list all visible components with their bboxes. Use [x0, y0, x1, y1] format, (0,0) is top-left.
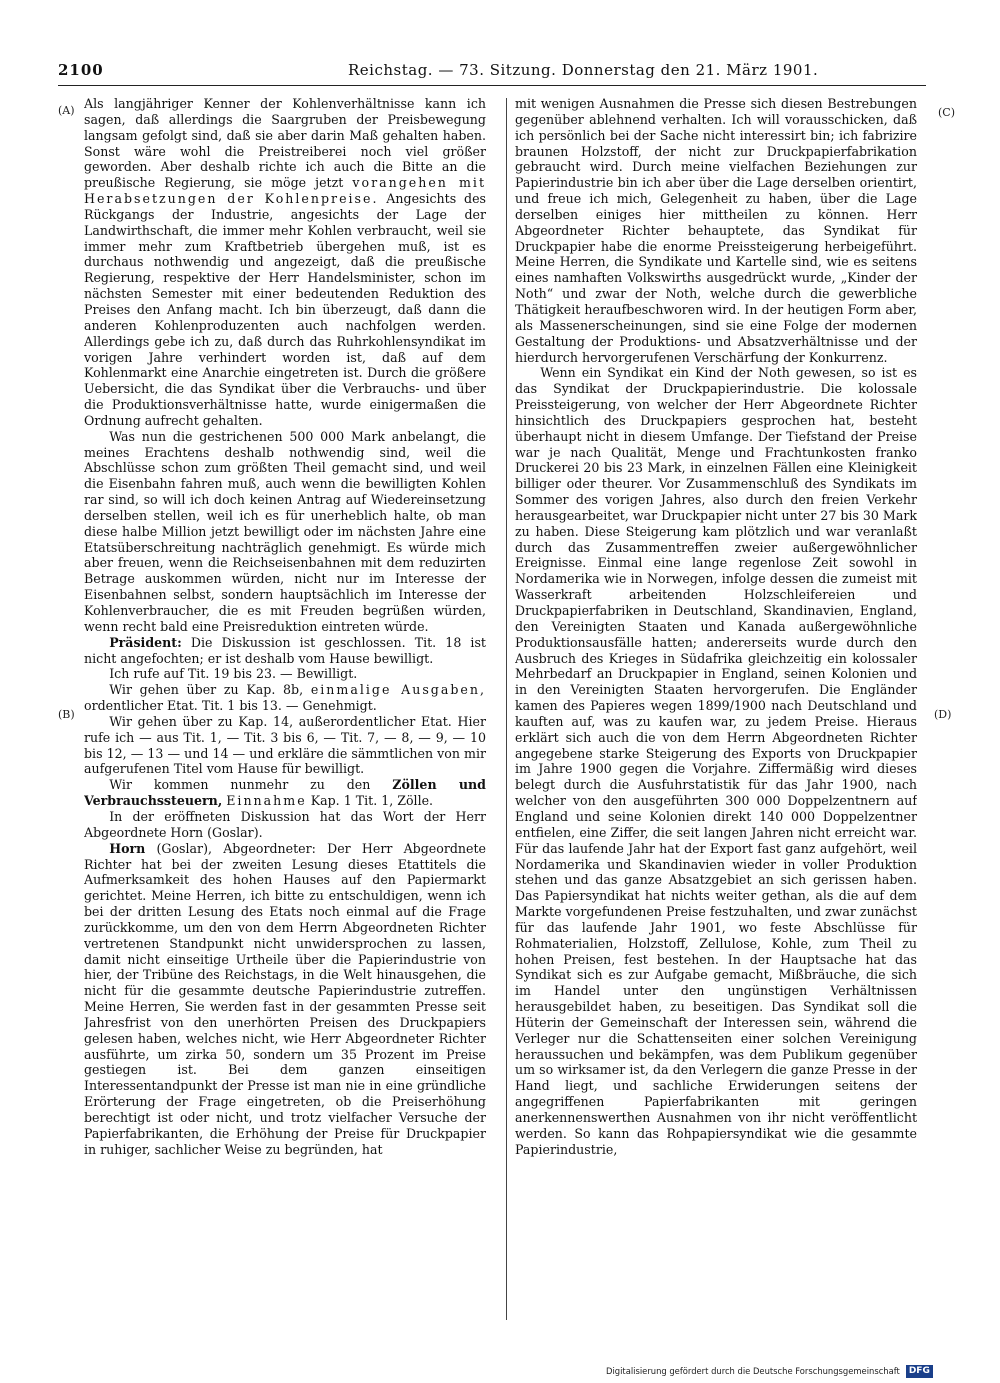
footer-text: Digitalisierung gefördert durch die Deutsche Forschungsgemeinschaft — [606, 1366, 900, 1376]
paragraph: Ich rufe auf Tit. 19 bis 23. — Bewilligt. — [109, 666, 358, 682]
paragraph: mit wenigen Ausnahmen die Presse sich diesen Bestrebungen gegenüber ablehnend verhalten. Ich will vorausschicken, daß ich persönlich bei der Sache nicht interessirt bin; ich fabrizire braunen Holzstoff, der nicht zur Druckpapierfabrikation gebraucht wird. Durch meine vielfachen Beziehungen zur Papierindustrie bin ich aber über die Lage derselben orientirt, und freue ich mich, Gelegenheit zu haben, über die Lage derselben einiges hier mittheilen zu können. Herr Abgeordneter Richter behauptete, das Syndikat für Druckpapier habe die enorme Preissteigerung herbeigeführt. Meine Herren, die Syndikate und Kartelle sind, wie es seitens eines namhaften Volkswirths ausgedrückt wurde, „Kinder der Noth“ und zwar der Noth, welche durch die gewerbliche Thätigkeit heraufbeschworen wird. In der heutigen Form aber, als Massenerscheinungen, sind sie eine Folge der modernen Gestaltung der Produktions- und Absatzverhältnisse und der hierdurch hervorgerufenen Verschärfung der Konkurrenz. — [515, 96, 917, 365]
paragraph: Wir gehen über zu Kap. 8b, einmalige Ausgaben, ordentlicher Etat. Tit. 1 bis 13. — Genehmigt. — [84, 682, 486, 714]
right-column — [515, 96, 917, 1322]
paragraph: Präsident: Die Diskussion ist geschlossen. Tit. 18 ist nicht angefochten; er ist deshalb vom Hause bewilligt. — [84, 634, 486, 666]
margin-mark-d: (D) — [934, 708, 952, 721]
paragraph: Wenn ein Syndikat ein Kind der Noth gewesen, so ist es das Syndikat der Druckpapierindustrie. Die kolossale Preissteigerung, von welcher der Herr Abgeordnete Richter hinsichtlich des Druckpapiers gesprochen hat, besteht überhaupt nicht in diesem Umfange. Der Tiefstand der Preise war je nach Qualität, Menge und Frachtunkosten franko Druckerei 20 bis 23 Mark, in einzelnen Fällen eine Kleinigkeit billiger oder theurer. Vor Zusammenschluß des Syndikats im Sommer des vorigen Jahres, also durch den freien Verkehr herausgearbeitet, war Druckpapier nicht unter 27 bis 30 Mark zu haben. Diese Steigerung kam plötzlich und war veranlaßt durch das Zusammentreffen zweier außergewöhnlicher Ereignisse. Einmal eine lange regenlose Zeit sowohl in Nordamerika wie in Norwegen, infolge dessen die zumeist mit Wasserkraft arbeitenden Holzschleifereien und Druckpapierfabriken in Deutschland, Skandinavien, England, den Vereinigten Staaten und Kanada außergewöhnliche Produktionsausfälle hatten; andererseits wurde durch den Ausbruch des Krieges in Südafrika gleichzeitig ein kolossaler Mehrbedarf an Druckpapier in England, seinen Kolonien und in den Vereinigten Staaten hervorgerufen. Die Engländer kamen des Papieres wegen 1899/1900 nach Deutschland und kauften auf, was zu kaufen war, zu jedem Preise. Hieraus erklärt sich auch die von dem Herrn Abgeordneten Richter angegebene starke Steigerung des Exports von Druckpapier im Jahre 1900 gegen die Vorjahre. Ziffermäßig wird dieses belegt durch die Ausfuhrstatistik für das Jahr 1900, nach welcher von den ausgeführten 300 000 Doppelzentnern auf England und seine Kolonien direkt 140 000 Doppelzentner entfielen, eine Ziffer, die seit langen Jahren nicht erreicht war. Für das laufende Jahr hat der Export fast ganz aufgehört, weil Nordamerika und Skandinavien wieder in voller Produktion stehen und das ganze Absatzgebiet an sich gerissen haben. Das Papiersyndikat hat nichts weiter gethan, als die auf dem Markte vorgefundenen Preise festzuhalten, und zwar zunächst für das laufende Jahr 1901, wo feste Abschlüsse für Rohmaterialien, Holzstoff, Zellulose, Kohle, zum Theil zu hohen Preisen, fest bestehen. In der Hauptsache hat das Syndikat sich es zur Aufgabe gemacht, Mißbräuche, die sich im Handel unter den ungünstigen Verhältnissen herausgebildet haben, zu beseitigen. Das Syndikat soll die Hüterin der Gemeinschaft der Interessen sein, während die Verleger nur die Schattenseiten einer solchen Vereinigung heraussuchen und bekämpfen, was dem Publikum gegenüber um so wirksamer ist, da den Verlegern die ganze Presse in der Hand liegt, und sachliche Erwiderungen seitens der angegriffenen Papierfabrikanten mit geringen anerkennenswerthen Ausnahmen von ihr nicht veröffentlicht werden. So kann das Rohpapiersyndikat wie die gesammte Papierindustrie, — [515, 365, 917, 1157]
margin-mark-a: (A) — [58, 104, 75, 117]
column-divider — [506, 98, 507, 1320]
paragraph: Wir kommen nunmehr zu den Zöllen und Verbrauchssteuern, Einnahme Kap. 1 Tit. 1, Zölle. — [84, 777, 486, 809]
paragraph: Wir gehen über zu Kap. 14, außerordentlicher Etat. Hier rufe ich — aus Tit. 1, — Tit. 3 bis 6, — Tit. 7, — 8, — 9, — 10 bis 12, — 13 — und 14 — und erkläre die sämmtlichen von mir aufgerufenen Titel vom Hause für bewilligt. — [84, 713, 486, 777]
speaker-name: Präsident: — [109, 634, 182, 650]
page-header — [58, 60, 928, 84]
running-title: Reichstag. — 73. Sitzung. Donnerstag den 21. März 1901. — [348, 61, 819, 79]
footer-credit — [606, 1363, 990, 1379]
speaker-name: Horn — [109, 840, 146, 856]
dfg-logo: DFG — [906, 1365, 933, 1378]
paragraph: Als langjähriger Kenner der Kohlenverhältnisse kann ich sagen, daß allerdings die Saargruben der Preisbewegung langsam gefolgt sind, daß sie aber darin Maß gehalten haben. Sonst wäre wohl die Preistreiberei noch viel größer geworden. Aber deshalb richte ich auch die Bitte an die preußische Regierung, sie möge jetzt vorangehen mit Herabsetzungen der Kohlenpreise. Angesichts des Rückgangs der Industrie, angesichts der Lage der Landwirthschaft, die immer mehr Kohlen verbraucht, weil sie immer mehr zum Kraftbetrieb übergehen muß, ist es durchaus nothwendig und angezeigt, daß die preußische Regierung, respektive der Herr Handelsminister, schon im nächsten Semester mit einer bedeutenden Reduktion des Preises den Anfang macht. Ich bin überzeugt, daß dann die anderen Kohlenproduzenten auch nachfolgen werden. Allerdings gebe ich zu, daß durch das Ruhrkohlensyndikat im vorigen Jahre verhindert worden ist, daß auf dem Kohlenmarkt eine Anarchie eingetreten ist. Durch die größere Uebersicht, die das Syndikat über die Verbrauchs- und über die Produktionsverhältnisse hatte, wurde einigermaßen die Ordnung aufrecht gehalten. — [84, 96, 486, 428]
page-number: 2100 — [58, 61, 104, 79]
paragraph: In der eröffneten Diskussion hat das Wort der Herr Abgeordnete Horn (Goslar). — [84, 808, 486, 840]
margin-mark-c: (C) — [938, 106, 955, 119]
header-rule — [58, 85, 926, 86]
left-column — [84, 96, 486, 1322]
margin-mark-b: (B) — [58, 708, 75, 721]
paragraph: Horn (Goslar), Abgeordneter: Der Herr Abgeordnete Richter hat bei der zweiten Lesung dieses Etattitels die Aufmerksamkeit des hohen Hauses auf den Papiermarkt gerichtet. Meine Herren, ich bitte zu entschuldigen, wenn ich bei der dritten Lesung des Etats noch einmal auf die Frage zurückkomme, um den von dem Herrn Abgeordneten Richter vertretenen Standpunkt nicht unwidersprochen zu lassen, damit nicht einseitige Urtheile über die Papierindustrie von hier, der Tribüne des Reichstags, in die Welt hinausgehen, die nicht für die gesammte deutsche Papierindustrie zutreffen. Meine Herren, Sie werden fast in der gesammten Presse seit Jahresfrist von den unerhörten Preisen des Druckpapiers gelesen haben, welches nicht, wie Herr Abgeordneter Richter ausführte, um zirka 50, sondern um 35 Prozent im Preise gestiegen ist. Bei dem ganzen einseitigen Interessentandpunkt der Presse ist man nie in eine gründliche Erörterung der Frage eingetreten, ob die Preiserhöhung berechtigt ist oder nicht, und trotz vielfacher Versuche der Papierfabrikanten, die Erhöhung der Preise für Druckpapier in ruhiger, sachlicher Weise zu begründen, hat — [84, 840, 486, 1157]
paragraph: Was nun die gestrichenen 500 000 Mark anbelangt, die meines Erachtens deshalb nothwendig sind, weil die Abschlüsse schon zum größten Theil gemacht sind, und weil die Eisenbahn fahren muß, auch wenn die bewilligten Kohlen rar sind, so will ich doch keinen Antrag auf Wiedereinsetzung derselben stellen, weil ich es für unerheblich halte, ob man diese halbe Million jetzt bewilligt oder im nächsten Jahre eine Etatsüberschreitung nachträglich genehmigt. Es würde mich aber freuen, wenn die Reichseisenbahnen mit dem reduzirten Betrage auskommen würden, nicht nur im Interesse der Eisenbahnen selbst, sondern hauptsächlich im Interesse der Kohlenverbraucher, die es mit Freuden begrüßen würden, wenn recht bald eine Preisreduktion eintreten würde. — [84, 428, 486, 634]
